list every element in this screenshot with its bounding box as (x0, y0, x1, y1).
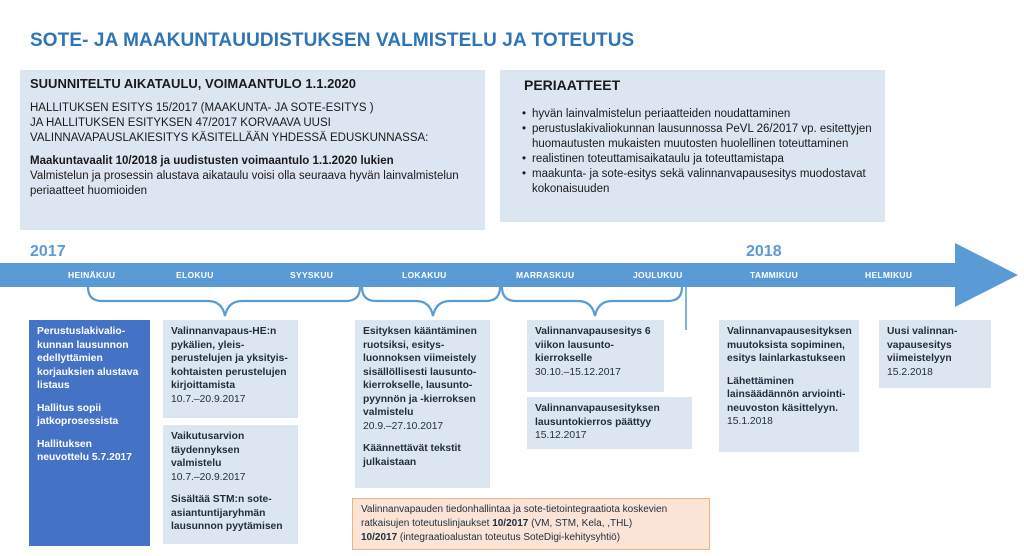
event-box-oct (355, 320, 490, 488)
principles-panel (500, 70, 885, 222)
event-date: 30.10.–15.12.2017 (535, 366, 621, 378)
principles-heading: PERIAATTEET (524, 77, 621, 93)
schedule-line-3: Valmistelun ja prosessin alustava aikataulu voisi olla seuraava hyvän lainvalmistelun periaatteet huomioiden (30, 170, 459, 197)
event-text: Sisältää STM:n sote-asiantuntijaryhmän lausunnon pyytämisen (171, 494, 283, 532)
event-date: 15.12.2017 (535, 430, 587, 441)
note-text: (VM, STM, Kela, ,THL) (528, 518, 633, 529)
event-text: Perustuslakivalio-kunnan lausunnon edellyttämien korjauksien alustava listaus (37, 326, 139, 391)
event-box-aug-2 (163, 425, 298, 544)
event-text: Valinnanvapausesityksen muutoksista sopiminen, esitys lainlarkastukseen (727, 326, 852, 364)
event-text: Hallituksen neuvottelu 5.7.2017 (37, 438, 132, 463)
event-box-aug-1 (163, 320, 298, 418)
page-title: SOTE- JA MAAKUNTAUUDISTUKSEN VALMISTELU JA TOTEUTUS (30, 30, 635, 51)
event-date: 10.7.–20.9.2017 (171, 393, 246, 405)
year-2018: 2018 (746, 243, 782, 260)
principle-item: • hyvän lainvalmistelun periaatteiden noudattaminen (522, 107, 873, 122)
schedule-line-2: JA HALLITUKSEN ESITYKSEN 47/2017 KORVAAVA UUSI VALINNAVAPAUSLAKIESITYS KÄSITELLÄÄN YHDESSÄ EDUSKUNNASSA: (30, 117, 429, 144)
event-text: Valinnanvapausesityksen lausuntokierros päättyy (535, 403, 660, 428)
month-label: HELMIKUU (865, 270, 913, 280)
event-box-july (29, 320, 150, 546)
event-text: Lähettäminen lainsäädännön arviointi-neuvoston käsittelyyn. (727, 375, 846, 414)
event-box-dec (527, 397, 692, 449)
event-text: Vaikutusarvion täydennyksen valmistelu (171, 431, 245, 469)
month-label: MARRASKUU (516, 270, 575, 280)
principle-item: • maakunta- ja sote-esitys sekä valinnanvapausesitys muodostavat kokonaisuuden (522, 167, 873, 197)
timeline-brace (362, 287, 500, 316)
event-text: Hallitus sopii jatkoprosessista (37, 402, 119, 427)
principles-list (512, 107, 873, 197)
timeline-brace (88, 287, 360, 316)
event-date: 15.1.2018 (727, 416, 773, 427)
principle-item: • perustuslakivaliokunnan lausunnossa PeVL 26/2017 vp. esitettyjen huomautusten mukaisten muutosten huolellinen toteuttaminen (522, 122, 873, 152)
event-text: Esityksen kääntäminen ruotsiksi, esitys-luonnoksen viimeistely sisällöllisesti lausunto-kierrokselle, lausunto-pyynnön ja -kierroksen valmistelu (363, 326, 477, 418)
month-label: TAMMIKUU (750, 270, 799, 280)
timeline-brace (502, 287, 682, 316)
note-date: 10/2017 (492, 518, 529, 529)
month-label: ELOKUU (176, 270, 214, 280)
note-date: 10/2017 (361, 532, 398, 543)
schedule-heading: SUUNNITELTU AIKATAULU, VOIMAANTULO 1.1.2020 (30, 76, 356, 91)
event-text: Valinnanvapausesitys 6 viikon lausunto-kierrokselle (535, 326, 651, 364)
year-2017: 2017 (30, 243, 66, 260)
event-date: 15.2.2018 (887, 366, 933, 378)
event-text: Uusi valinnan-vapausesitys viimeistelyyn (887, 326, 958, 364)
note-text: Valinnanvapauden tiedonhallintaa ja sote-tietointegraatiota koskevien ratkaisujen toteutuslinjaukset (361, 504, 668, 529)
month-label: JOULUKUU (633, 270, 683, 280)
timeline-graphic (0, 236, 1024, 336)
event-text: Käännettävät tekstit julkaistaan (363, 443, 461, 468)
event-box-feb (879, 320, 991, 388)
principle-item: • realistinen toteuttamisaikataulu ja toteuttamistapa (522, 152, 873, 167)
schedule-line-1: HALLITUKSEN ESITYS 15/2017 (MAAKUNTA- JA SOTE-ESITYS ) (30, 102, 374, 114)
event-text: Valinnanvapaus-HE:n pykälien, yleis-perustelujen ja yksityis-kohtaisten perustelujen kirjoittamista (171, 326, 288, 391)
month-label: HEINÄKUU (68, 270, 116, 280)
event-date: 20.9.–27.10.2017 (363, 420, 444, 432)
schedule-bold-line: Maakuntavaalit 10/2018 ja uudistusten voimaantulo 1.1.2020 lukien (30, 155, 394, 167)
note-text: (integraatioalustan toteutus SoteDigi-kehitysyhtiö) (397, 532, 621, 543)
integration-note (352, 498, 710, 550)
month-label: SYYSKUU (290, 270, 334, 280)
schedule-panel (20, 70, 485, 230)
event-box-jan (719, 320, 859, 452)
event-box-nov (527, 320, 664, 392)
event-date: 10.7.–20.9.2017 (171, 471, 246, 483)
month-label: LOKAKUU (402, 270, 447, 280)
